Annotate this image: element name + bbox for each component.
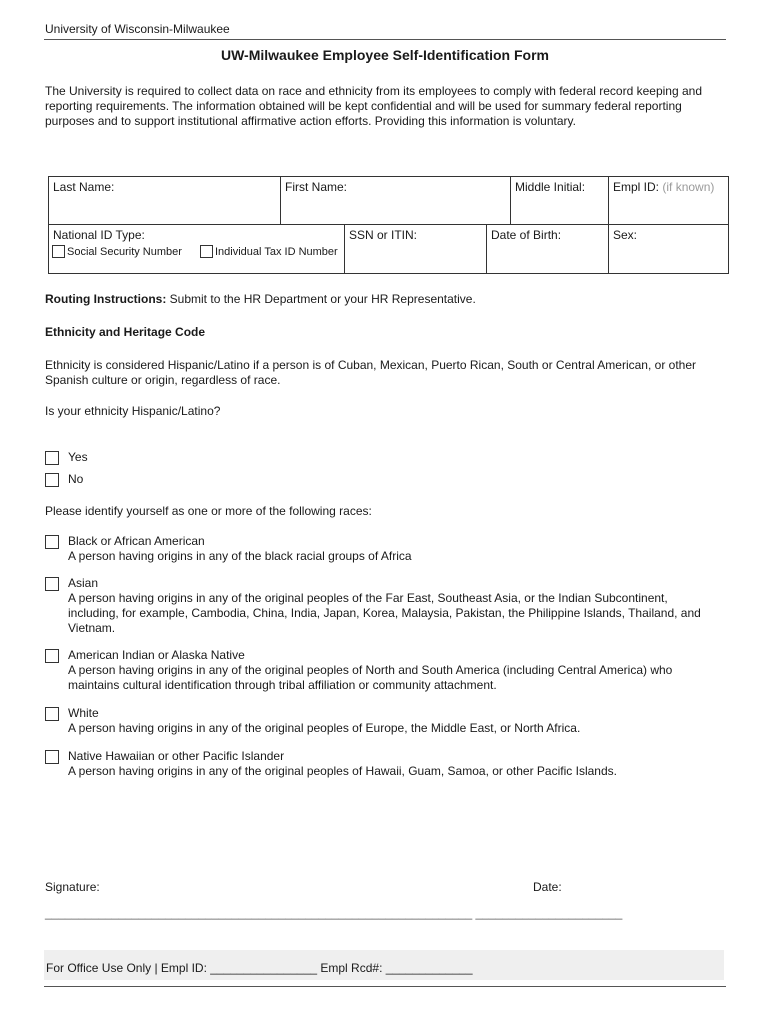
- race-native-hawaiian-name: Native Hawaiian or other Pacific Islander: [68, 749, 285, 763]
- race-american-indian-checkbox[interactable]: [45, 649, 59, 663]
- itin-option[interactable]: [200, 245, 338, 258]
- last-name-label: Last Name:: [53, 180, 115, 194]
- ssn-option[interactable]: [52, 245, 182, 258]
- race-white-name: White: [68, 706, 99, 720]
- race-asian-name: Asian: [68, 576, 99, 590]
- sex-field[interactable]: [609, 225, 728, 273]
- first-name-label: First Name:: [285, 180, 348, 194]
- race-asian-description: A person having origins in any of the original peoples of the Far East, Southeast Asia, or the Indian Subcontinent, including, for example, Cambodia, China, India, Japan, Korea, Malaysia, Pakistan, the Philippine Islands, Thailand, and Vietnam.: [68, 591, 701, 635]
- race-black-name: Black or African American: [68, 534, 205, 548]
- date-label: Date:: [533, 880, 562, 894]
- organization-name: University of Wisconsin-Milwaukee: [45, 22, 230, 36]
- race-american-indian-name: American Indian or Alaska Native: [68, 648, 245, 662]
- date-of-birth-label: Date of Birth:: [491, 228, 562, 242]
- races-prompt: Please identify yourself as one or more of the following races:: [45, 504, 372, 518]
- routing-text: Submit to the HR Department or your HR Representative.: [169, 292, 476, 306]
- itin-option-label: Individual Tax ID Number: [215, 245, 338, 258]
- ssn-option-label: Social Security Number: [67, 245, 182, 258]
- race-asian-checkbox[interactable]: [45, 577, 59, 591]
- ssn-itin-field[interactable]: [345, 225, 487, 273]
- routing-label: Routing Instructions:: [45, 292, 167, 306]
- ethnicity-definition: Ethnicity is considered Hispanic/Latino if a person is of Cuban, Mexican, Puerto Rican, South or Central American, or other Spanish culture or origin, regardless of race.: [45, 358, 696, 387]
- race-native-hawaiian-checkbox[interactable]: [45, 750, 59, 764]
- ssn-itin-label: SSN or ITIN:: [349, 228, 418, 242]
- sex-label: Sex:: [613, 228, 638, 242]
- no-label: No: [68, 472, 84, 486]
- routing-instructions: [45, 292, 725, 307]
- signature-underline: ________________________________________________________________: [45, 906, 473, 920]
- last-name-field[interactable]: [49, 177, 281, 225]
- national-id-type-label: National ID Type:: [53, 228, 145, 242]
- no-checkbox[interactable]: [45, 473, 59, 487]
- signature-label: Signature:: [45, 880, 100, 894]
- empl-id-field[interactable]: [609, 177, 728, 225]
- race-white-checkbox[interactable]: [45, 707, 59, 721]
- footer-divider: [44, 986, 726, 987]
- form-title: UW-Milwaukee Employee Self-Identification Form: [221, 47, 549, 63]
- signature-line[interactable]: [45, 906, 622, 920]
- race-black-checkbox[interactable]: [45, 535, 59, 549]
- office-use-box: [44, 950, 724, 980]
- middle-initial-label: Middle Initial:: [515, 180, 586, 194]
- date-of-birth-field[interactable]: [487, 225, 609, 273]
- middle-initial-field[interactable]: [511, 177, 609, 225]
- national-id-type-field: [49, 225, 345, 273]
- ethnicity-question: Is your ethnicity Hispanic/Latino?: [45, 404, 221, 418]
- yes-checkbox[interactable]: [45, 451, 59, 465]
- race-white-description: A person having origins in any of the original peoples of Europe, the Middle East, or North Africa.: [68, 721, 581, 735]
- office-use-text: For Office Use Only | Empl ID: ________________ Empl Rcd#: _____________: [46, 961, 473, 975]
- race-black-description: A person having origins in any of the black racial groups of Africa: [68, 549, 412, 563]
- ethnicity-heading: Ethnicity and Heritage Code: [45, 325, 206, 339]
- empl-id-label: Empl ID:: [613, 180, 660, 194]
- race-native-hawaiian-description: A person having origins in any of the original peoples of Hawaii, Guam, Samoa, or other Pacific Islands.: [68, 764, 617, 778]
- ssn-checkbox[interactable]: [52, 245, 65, 258]
- first-name-field[interactable]: [281, 177, 511, 225]
- identification-fields-table: [48, 176, 729, 274]
- date-underline: ______________________: [475, 906, 623, 920]
- race-american-indian-description: A person having origins in any of the original peoples of North and South America (including Central America) who maintains cultural identification through tribal affiliation or community attachment.: [68, 663, 673, 692]
- empl-id-hint: (if known): [662, 180, 715, 194]
- intro-paragraph: The University is required to collect data on race and ethnicity from its employees to comply with federal record keeping and reporting requirements. The information obtained will be kept confidential and will be used for summary federal reporting purposes and to support institutional affirmative action efforts. Providing this information is voluntary.: [45, 84, 702, 128]
- yes-label: Yes: [68, 450, 88, 464]
- header-divider: [44, 39, 726, 40]
- itin-checkbox[interactable]: [200, 245, 213, 258]
